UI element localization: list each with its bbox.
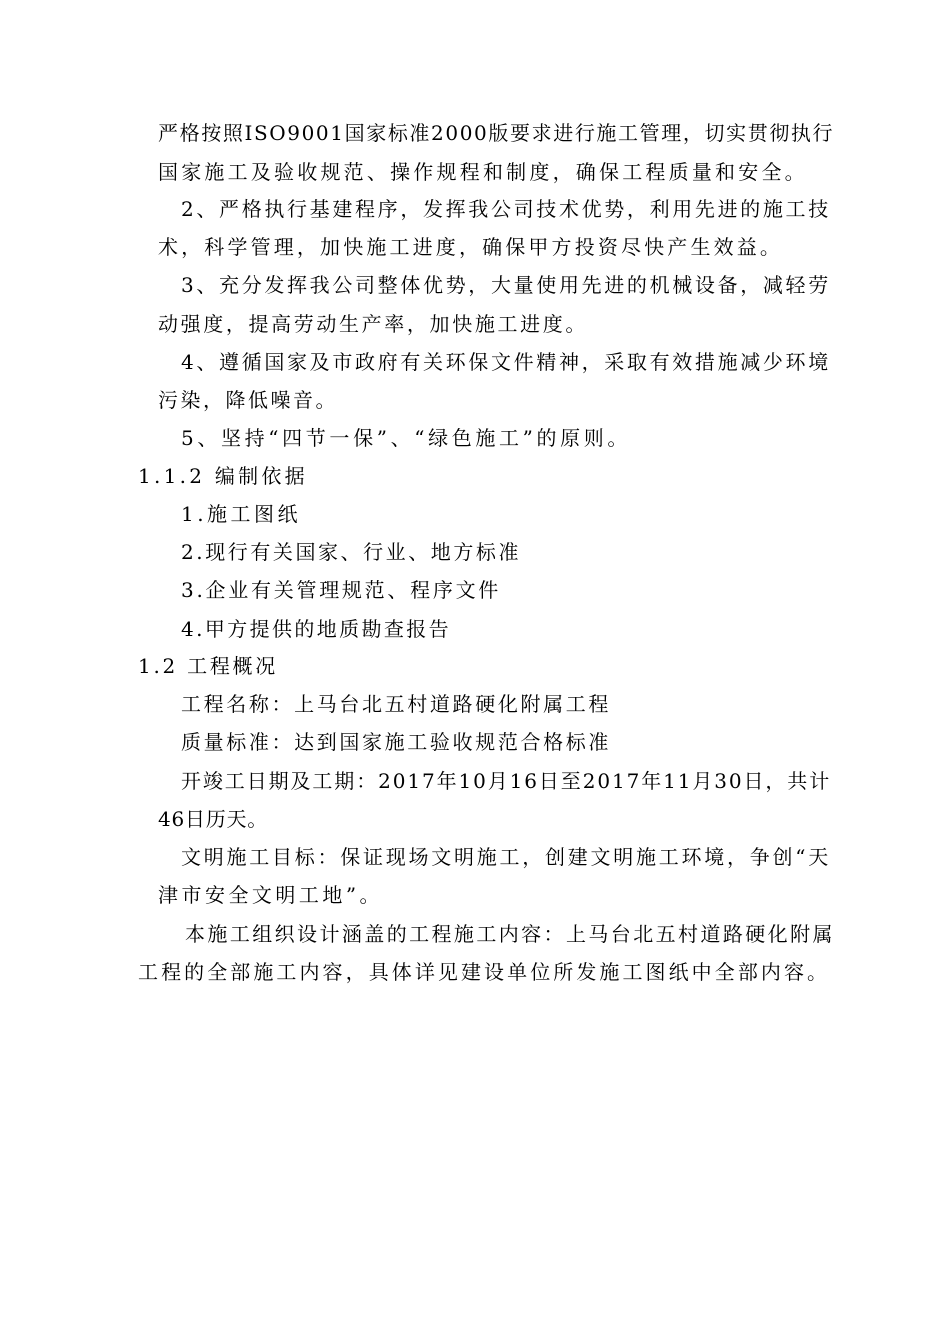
text-line: 46日历天。 xyxy=(158,807,269,831)
text-line: 4、遵循国家及市政府有关环保文件精神，采取有效措施减少环境 xyxy=(181,350,831,374)
text-line: 污染，降低噪音。 xyxy=(158,388,338,412)
text-line: 质量标准：达到国家施工验收规范合格标准 xyxy=(181,730,611,754)
text-line: 开竣工日期及工期：2017年10月16日至2017年11月30日，共计 xyxy=(181,769,832,793)
text-line: 3、充分发挥我公司整体优势，大量使用先进的机械设备，减轻劳 xyxy=(181,273,831,297)
text-line: 工程名称：上马台北五村道路硬化附属工程 xyxy=(181,692,611,716)
text-line: 2、严格执行基建程序，发挥我公司技术优势，利用先进的施工技 xyxy=(181,197,831,221)
text-line: 国家施工及验收规范、操作规程和制度，确保工程质量和安全。 xyxy=(158,160,808,184)
text-line: 术，科学管理，加快施工进度，确保甲方投资尽快产生效益。 xyxy=(158,235,784,259)
section-heading: 1.1.2 编制依据 xyxy=(138,464,308,488)
list-item: 1.施工图纸 xyxy=(181,502,301,526)
list-item: 3.企业有关管理规范、程序文件 xyxy=(181,578,502,602)
text-line: 津市安全文明工地”。 xyxy=(158,883,384,907)
section-heading: 1.2 工程概况 xyxy=(138,654,279,678)
text-line: 文明施工目标：保证现场文明施工，创建文明施工环境，争创“天 xyxy=(181,845,831,869)
list-item: 4.甲方提供的地质勘查报告 xyxy=(181,617,452,641)
text-line: 严格按照ISO9001国家标准2000版要求进行施工管理，切实贯彻执行 xyxy=(158,121,835,145)
text-line: 本施工组织设计涵盖的工程施工内容：上马台北五村道路硬化附属 xyxy=(185,922,835,946)
list-item: 2.现行有关国家、行业、地方标准 xyxy=(181,540,522,564)
text-line: 5、坚持“四节一保”、“绿色施工”的原则。 xyxy=(181,426,632,450)
text-line: 动强度，提高劳动生产率，加快施工进度。 xyxy=(158,312,588,336)
text-line: 工程的全部施工内容，具体详见建设单位所发施工图纸中全部内容。 xyxy=(138,960,831,984)
